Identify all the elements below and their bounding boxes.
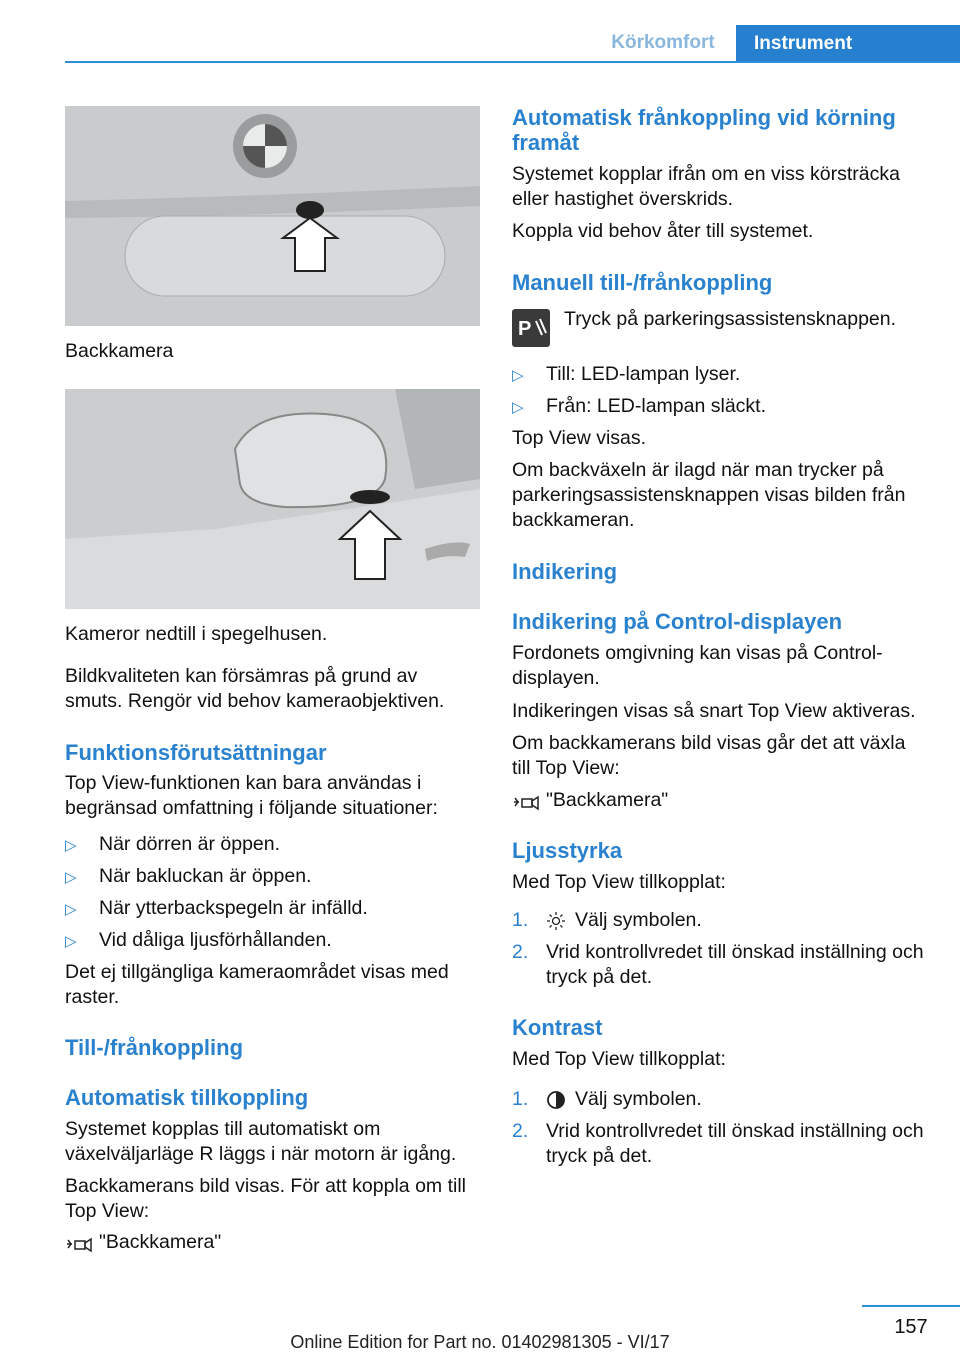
paragraph-press-button: Tryck på parkeringsassistensknappen. bbox=[564, 308, 897, 330]
label-backkamera-left: "Backkamera" bbox=[99, 1231, 222, 1253]
header-divider bbox=[65, 61, 960, 63]
contrast-icon bbox=[546, 1090, 566, 1110]
caption-mirror-cameras: Kameror nedtill i spegelhusen. bbox=[65, 623, 328, 645]
svg-text:P: P bbox=[518, 318, 532, 340]
mirror-camera-image bbox=[65, 389, 480, 609]
heading-kontrast: Kontrast bbox=[512, 1015, 603, 1040]
list-item: ▷ Vid dåliga ljusförhållanden. bbox=[65, 929, 332, 951]
heading-automatisk-tillkoppling: Automatisk tillkoppling bbox=[65, 1085, 309, 1110]
rear-camera-image bbox=[65, 106, 480, 326]
paragraph-auto-off: Systemet kopplar ifrån om en viss körsträcka eller hastighet överskrids. bbox=[512, 163, 900, 210]
paragraph-ljus-intro: Med Top View tillkopplat: bbox=[512, 871, 726, 893]
heading-manuell: Manuell till-/frånkoppling bbox=[512, 270, 773, 295]
brightness-icon bbox=[546, 911, 566, 931]
paragraph-raster: Det ej tillgängliga kameraområdet visas med raster. bbox=[65, 961, 449, 1008]
tab-instrument[interactable]: Instrument bbox=[736, 25, 960, 63]
paragraph-reconnect: Koppla vid behov åter till systemet. bbox=[512, 220, 814, 242]
paragraph-switch-view: Om backkamerans bild visas går det att växla till Top View: bbox=[512, 732, 906, 779]
heading-till-frankoppling: Till-/frånkoppling bbox=[65, 1035, 244, 1060]
heading-funktionsforutsattningar: Funktionsförutsättningar bbox=[65, 740, 327, 765]
paragraph-switch-top-view: Backkamerans bild visas. För att koppla om till Top View: bbox=[65, 1175, 466, 1222]
paragraph-reverse-gear: Om backväxeln är ilagd när man trycker på parkeringsassistensknappen visas bilden från backkameran. bbox=[512, 459, 906, 531]
heading-indikering: Indikering bbox=[512, 559, 618, 584]
list-item: ▷ När ytterbackspegeln är infälld. bbox=[65, 897, 368, 919]
paragraph-image-quality: Bildkvaliteten kan försämras på grund av smuts. Rengör vid behov kameraobjektiven. bbox=[65, 665, 445, 712]
paragraph-kontrast-intro: Med Top View tillkopplat: bbox=[512, 1048, 726, 1070]
list-item: 1. Välj symbolen. bbox=[512, 909, 702, 931]
caption-backkamera: Backkamera bbox=[65, 340, 174, 362]
heading-ljusstyrka: Ljusstyrka bbox=[512, 838, 623, 863]
list-item: ▷ Till: LED-lampan lyser. bbox=[512, 363, 741, 385]
list-item: ▷ När bakluckan är öppen. bbox=[65, 865, 312, 887]
bullet-icon: ▷ bbox=[65, 837, 77, 854]
bullet-icon: ▷ bbox=[65, 933, 77, 950]
heading-automatisk-frankoppling: Automatisk frånkoppling vid körning framåt bbox=[512, 105, 896, 155]
parking-assist-button-icon bbox=[512, 309, 550, 347]
label-backkamera-right: "Backkamera" bbox=[546, 789, 669, 811]
page-number: 157 bbox=[894, 1316, 928, 1338]
list-item: ▷ När dörren är öppen. bbox=[65, 833, 281, 855]
camera-symbol-icon bbox=[65, 1234, 93, 1254]
heading-indikering-control-display: Indikering på Control-displayen bbox=[512, 609, 843, 634]
paragraph-top-view-shown: Top View visas. bbox=[512, 427, 647, 449]
bullet-icon: ▷ bbox=[65, 901, 77, 918]
list-item: ▷ Från: LED-lampan släckt. bbox=[512, 395, 766, 417]
bullet-icon: ▷ bbox=[65, 869, 77, 886]
camera-symbol-icon bbox=[512, 792, 540, 812]
list-item: 2. Vrid kontrollvredet till önskad inställning och tryck på det. bbox=[512, 941, 924, 988]
paragraph-surroundings: Fordonets omgivning kan visas på Control-displayen. bbox=[512, 642, 883, 689]
paragraph-activation: Indikeringen visas så snart Top View aktiveras. bbox=[512, 700, 916, 722]
list-item: 1. Välj symbolen. bbox=[512, 1088, 702, 1110]
paragraph-auto-on: Systemet kopplas till automatiskt om växelväljarläge R läggs i när motorn är igång. bbox=[65, 1118, 457, 1165]
bullet-icon: ▷ bbox=[512, 367, 524, 384]
tab-korkomfort[interactable]: Körkomfort bbox=[611, 32, 715, 53]
list-item: 2. Vrid kontrollvredet till önskad inställning och tryck på det. bbox=[512, 1120, 924, 1167]
paragraph-top-view-limits: Top View-funktionen kan bara användas i begränsad omfattning i följande situationer: bbox=[65, 772, 438, 819]
bullet-icon: ▷ bbox=[512, 399, 524, 416]
edition-footer: Online Edition for Part no. 01402981305 - VI/17 bbox=[290, 1332, 670, 1352]
footer-divider bbox=[862, 1305, 960, 1307]
